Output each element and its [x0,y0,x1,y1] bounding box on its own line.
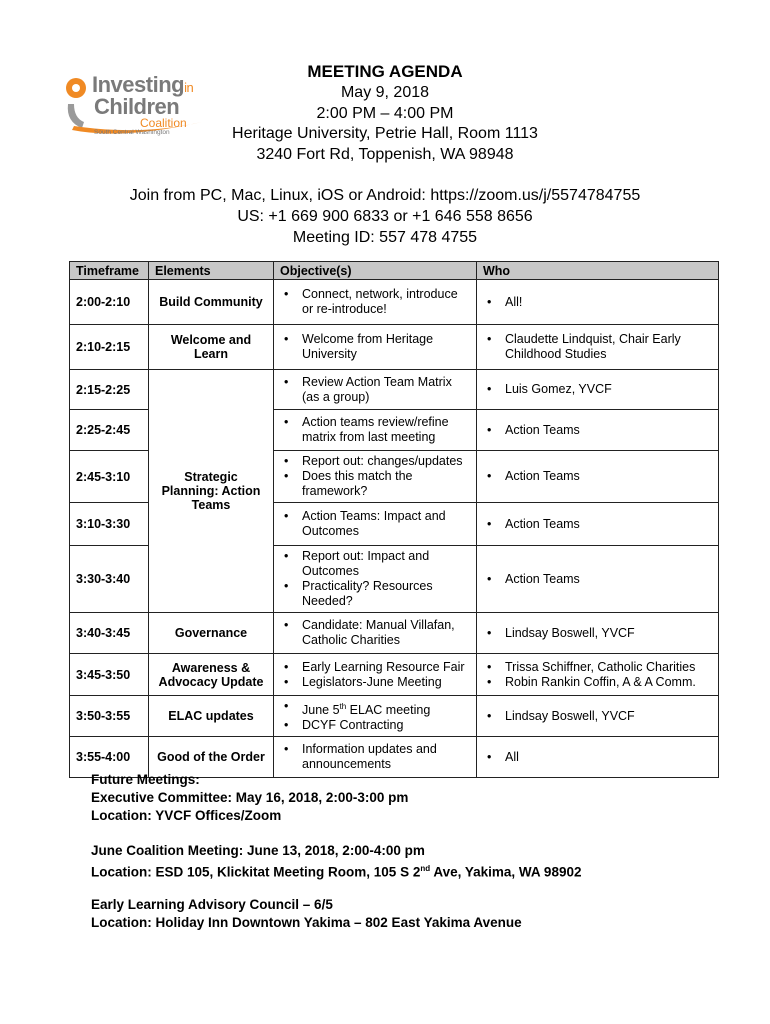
logo-line1: Investing [92,72,185,97]
logo-in: in [184,80,194,95]
june-meeting-line: June Coalition Meeting: June 13, 2018, 2:00-4:00 pm [91,843,425,858]
objective-item: • Review Action Team Matrix (as a group) [302,375,470,405]
row-time: 3:45-3:50 [70,654,149,696]
who-item: • Action Teams [505,469,712,484]
row-time: 3:40-3:45 [70,613,149,654]
row-time: 3:50-3:55 [70,696,149,737]
row-time: 3:10-3:30 [70,503,149,546]
june-location-sup: nd [420,864,431,873]
who-item: • Robin Rankin Coffin, A & A Comm. [505,675,712,690]
header-who: Who [477,262,719,280]
objective-item: • Legislators-June Meeting [302,675,470,690]
agenda-title: MEETING AGENDA [307,62,463,81]
table-row [70,613,719,654]
who-item: • Luis Gomez, YVCF [505,382,712,397]
table-row [70,280,719,325]
header-timeframe: Timeframe [70,262,149,280]
logo-line3: Coalition [140,116,187,130]
row-time: 2:15-2:25 [70,370,149,410]
objective-item: • Practicality? Resources Needed? [302,579,470,609]
meeting-venue: Heritage University, Petrie Hall, Room 1113 [232,125,538,142]
table-row [70,654,719,696]
elac-line: Early Learning Advisory Council – 6/5 [91,897,333,912]
june-location-a: Location: ESD 105, Klickitat Meeting Room, 105 S 2 [91,864,421,880]
future-meetings-heading: Future Meetings: [91,772,200,787]
who-item: • Lindsay Boswell, YVCF [505,709,712,724]
row-element: Strategic Planning: Action Teams [149,370,274,613]
row-time: 2:10-2:15 [70,325,149,370]
meeting-date: May 9, 2018 [340,84,430,101]
row-element: Welcome and Learn [149,325,274,370]
header-elements: Elements [149,262,274,280]
exec-committee-line: Executive Committee: May 16, 2018, 2:00-3:00 pm [91,790,409,805]
row-time: 3:30-3:40 [70,546,149,613]
meeting-time: 2:00 PM – 4:00 PM [316,105,454,122]
june-location-line [91,860,581,882]
row-time: 2:25-2:45 [70,410,149,451]
who-item: • Action Teams [505,572,712,587]
objective-item: • Does this match the framework? [302,469,470,499]
objective-item: • Candidate: Manual Villafan, Catholic Charities [302,618,470,648]
who-item: • Action Teams [505,423,712,438]
who-item: • Trissa Schiffner, Catholic Charities [505,660,712,675]
exec-location-line: Location: YVCF Offices/Zoom [91,808,282,823]
row-time: 2:45-3:10 [70,451,149,503]
row-element: ELAC updates [149,696,274,737]
objective-item: • Welcome from Heritage University [302,332,470,362]
who-item: • Claudette Lindquist, Chair Early Childhood Studies [505,332,712,362]
table-row [70,696,719,737]
table-row [70,370,719,410]
table-header-row [70,262,719,280]
objective-item: • Information updates and announcements [302,742,470,772]
objective-item: • Action teams review/refine matrix from last meeting [302,415,470,445]
agenda-table [69,261,719,778]
who-item: • All [505,750,712,765]
zoom-meeting-id: Meeting ID: 557 478 4755 [292,229,478,246]
objective-item: • Report out: Impact and Outcomes [302,549,470,579]
row-element: Build Community [149,280,274,325]
row-element: Good of the Order [149,737,274,778]
header-objectives: Objective(s) [274,262,477,280]
objective-item: • DCYF Contracting [302,718,470,733]
elac-location-line: Location: Holiday Inn Downtown Yakima – 802 East Yakima Avenue [91,915,522,930]
row-element: Governance [149,613,274,654]
objective-item: • June 5th ELAC meeting [302,699,470,718]
who-item: • Lindsay Boswell, YVCF [505,626,712,641]
logo-subtitle: South Central Washington [94,129,170,136]
meeting-address: 3240 Fort Rd, Toppenish, WA 98948 [256,146,514,163]
objective-item: • Early Learning Resource Fair [302,660,470,675]
row-time: 2:00-2:10 [70,280,149,325]
objective-item: • Action Teams: Impact and Outcomes [302,509,470,539]
row-element: Awareness & Advocacy Update [149,654,274,696]
row-time: 3:55-4:00 [70,737,149,778]
objective-item: • Connect, network, introduce or re-introduce! [302,287,470,317]
table-row [70,325,719,370]
june-location-b: Ave, Yakima, WA 98902 [430,864,582,880]
objective-item: • Report out: changes/updates [302,454,470,469]
zoom-phone-line: US: +1 669 900 6833 or +1 646 558 8656 [237,208,533,225]
who-item: • Action Teams [505,517,712,532]
who-item: • All! [505,295,712,310]
zoom-join-line: Join from PC, Mac, Linux, iOS or Android: https://zoom.us/j/5574784755 [129,187,641,204]
logo-line2: Children [94,94,180,119]
